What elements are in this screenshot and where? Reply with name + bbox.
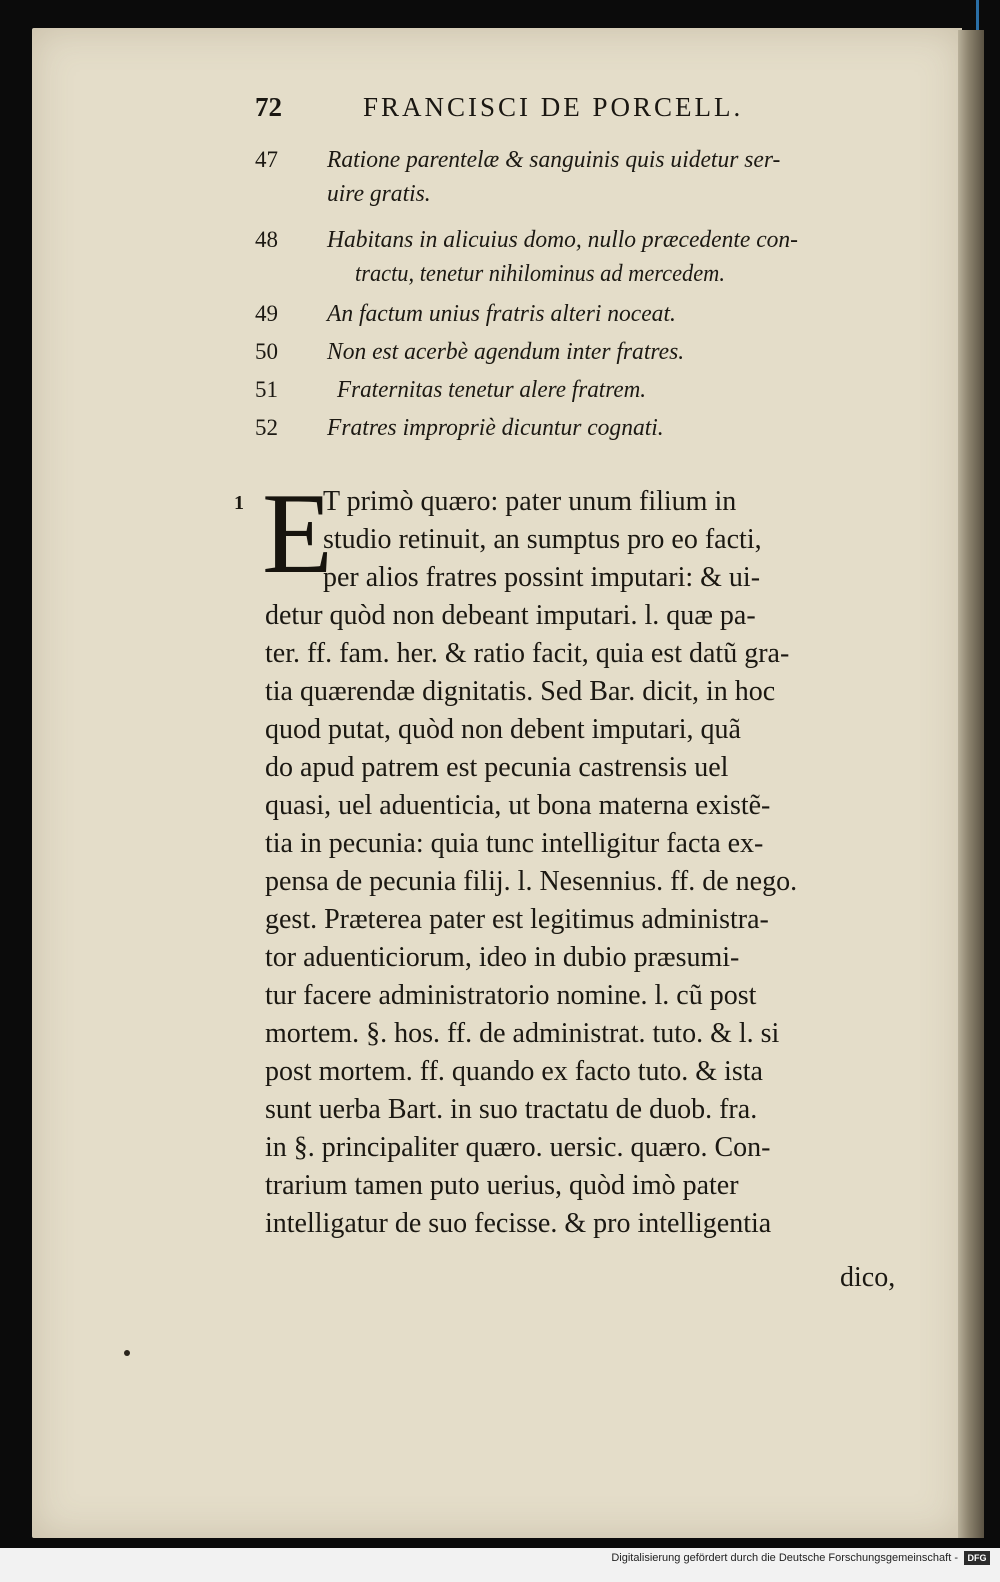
summary-number: 50 [255, 339, 278, 364]
text-line: intelligatur de suo fecisse. & pro intelligentia [265, 1208, 772, 1239]
text-line: sunt uerba Bart. in suo tractatu de duob. fra. [265, 1094, 758, 1125]
initial-letter: E [262, 470, 333, 598]
scan-edge-marker [976, 0, 979, 30]
running-title: FRANCISCI DE PORCELL. [363, 92, 744, 122]
text-line: tor aduenticiorum, ideo in dubio præsumi- [265, 942, 740, 973]
summary-number: 47 [255, 147, 278, 172]
text-line: tur facere administratorio nomine. l. cũ post [265, 980, 757, 1011]
summary-text: Fraternitas tenetur alere fratrem. [337, 377, 647, 403]
summary-text: uire gratis. [327, 181, 431, 207]
text-line: post mortem. ff. quando ex facto tuto. & ista [265, 1056, 763, 1087]
text-line: trarium tamen puto uerius, quòd imò pater [265, 1170, 739, 1201]
text-line: pensa de pecunia filij. l. Nesennius. ff. de nego. [265, 866, 798, 897]
marginal-number: 1 [234, 492, 244, 514]
catchword: dico, [840, 1262, 896, 1293]
text-line: detur quòd non debeant imputari. l. quæ pa- [265, 600, 756, 631]
dfg-logo: DFG [964, 1551, 990, 1565]
text-line: gest. Præterea pater est legitimus administra- [265, 904, 769, 935]
summary-number: 51 [255, 377, 278, 402]
summary-number: 52 [255, 415, 278, 440]
page-edge-shadow [958, 30, 984, 1538]
text-line: tia in pecunia: quia tunc intelligitur facta ex- [265, 828, 764, 859]
text-line: quod putat, quòd non debent imputari, quã [265, 714, 741, 745]
text-line: per alios fratres possint imputari: & ui- [323, 562, 761, 593]
summary-text: An factum unius fratris alteri noceat. [327, 301, 676, 327]
text-line: studio retinuit, an sumptus pro eo facti, [323, 524, 762, 555]
text-line: do apud patrem est pecunia castrensis uel [265, 752, 729, 783]
text-line: T primò quæro: pater unum filium in [323, 486, 737, 517]
funding-credit: Digitalisierung gefördert durch die Deutsche Forschungsgemeinschaft - [611, 1552, 958, 1564]
text-line: in §. principaliter quæro. uersic. quæro. Con- [265, 1132, 771, 1163]
page-number: 72 [255, 92, 282, 122]
text-line: mortem. §. hos. ff. de administrat. tuto. & l. si [265, 1018, 780, 1049]
summary-text: Habitans in alicuius domo, nullo præcedente con- [327, 227, 798, 253]
summary-number: 49 [255, 301, 278, 326]
text-line: tia quærendæ dignitatis. Sed Bar. dicit, in hoc [265, 676, 776, 707]
text-line: quasi, uel aduenticia, ut bona materna existẽ- [265, 790, 771, 821]
summary-text: Non est acerbè agendum inter fratres. [327, 339, 685, 365]
ink-spot [124, 1350, 130, 1356]
summary-number: 48 [255, 227, 278, 252]
text-line: ter. ff. fam. her. & ratio facit, quia est datũ gra- [265, 638, 790, 669]
summary-text: Ratione parentelæ & sanguinis quis uidetur ser- [327, 147, 781, 173]
summary-text: tractu, tenetur nihilominus ad mercedem. [355, 261, 725, 287]
summary-text: Fratres impropriè dicuntur cognati. [327, 415, 664, 441]
